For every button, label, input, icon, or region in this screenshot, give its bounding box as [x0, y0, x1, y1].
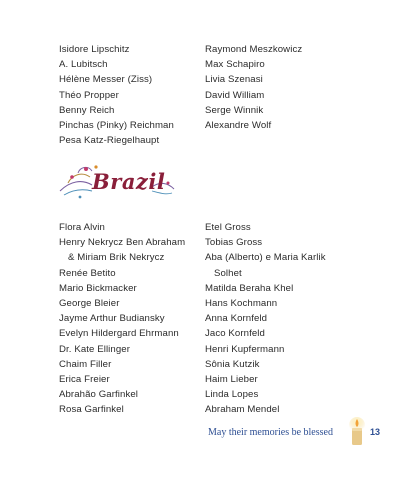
name-entry: Abrahão Garfinkel [59, 389, 139, 401]
section-heading-brazil [56, 161, 176, 203]
name-entry: Matilda Beraha Khel [205, 282, 294, 294]
brazil-names-right-column [205, 220, 326, 418]
name-entry: Chaim Filler [59, 358, 112, 370]
name-entry: Hélène Messer (Ziss) [59, 74, 153, 86]
top-names-right-column [205, 42, 302, 133]
name-entry: Max Schapiro [205, 59, 265, 71]
name-entry: Flora Alvin [59, 222, 105, 233]
name-entry: Alexandre Wolf [205, 120, 272, 132]
name-entry: Sônia Kutzik [205, 358, 260, 370]
name-entry: Aba (Alberto) e Maria Karlik [205, 252, 326, 264]
name-entry: Livia Szenasi [205, 74, 263, 86]
page-footer [208, 423, 398, 445]
name-entry: & Miriam Brik Nekrycz [68, 252, 165, 264]
name-entry: Théo Propper [59, 89, 119, 101]
name-entry: Jaco Kornfeld [205, 328, 265, 340]
name-entry: Jayme Arthur Budiansky [59, 313, 165, 325]
name-entry: Anna Kornfeld [205, 313, 268, 325]
name-entry: Dr. Kate Ellinger [59, 343, 131, 355]
memorial-line: May their memories be blessed [208, 427, 333, 438]
name-entry: Renée Betito [59, 267, 116, 279]
name-entry: Erica Freier [59, 374, 110, 386]
candle-icon [348, 417, 366, 447]
name-entry: Henri Kupfermann [205, 343, 285, 355]
name-entry: Isidore Lipschitz [59, 44, 130, 55]
name-entry: Rosa Garfinkel [59, 404, 124, 416]
name-entry: Mario Bickmacker [59, 282, 137, 294]
name-entry: Hans Kochmann [205, 298, 278, 310]
name-entry: Pesa Katz-Riegelhaupt [59, 135, 160, 147]
name-entry: Serge Winnik [205, 104, 264, 116]
top-names-left-column [59, 42, 174, 148]
name-entry: Pinchas (Pinky) Reichman [59, 120, 174, 132]
name-entry: David William [205, 89, 265, 101]
name-entry: George Bleier [59, 298, 120, 310]
name-entry: A. Lubitsch [59, 59, 108, 71]
brazil-names-left-column [59, 220, 185, 418]
section-title: Brazil [92, 169, 166, 194]
name-entry: Tobias Gross [205, 237, 263, 249]
name-entry: Haim Lieber [205, 374, 258, 386]
name-entry: Etel Gross [205, 222, 251, 233]
name-entry: Abraham Mendel [205, 404, 280, 416]
name-entry: Benny Reich [59, 104, 115, 116]
name-entry: Evelyn Hildergard Ehrmann [59, 328, 179, 340]
name-entry: Raymond Meszkowicz [205, 44, 303, 55]
name-entry: Linda Lopes [205, 389, 259, 401]
page-number: 13 [370, 427, 381, 437]
name-entry: Henry Nekrycz Ben Abraham [59, 237, 186, 249]
name-entry: Solhet [214, 267, 242, 279]
